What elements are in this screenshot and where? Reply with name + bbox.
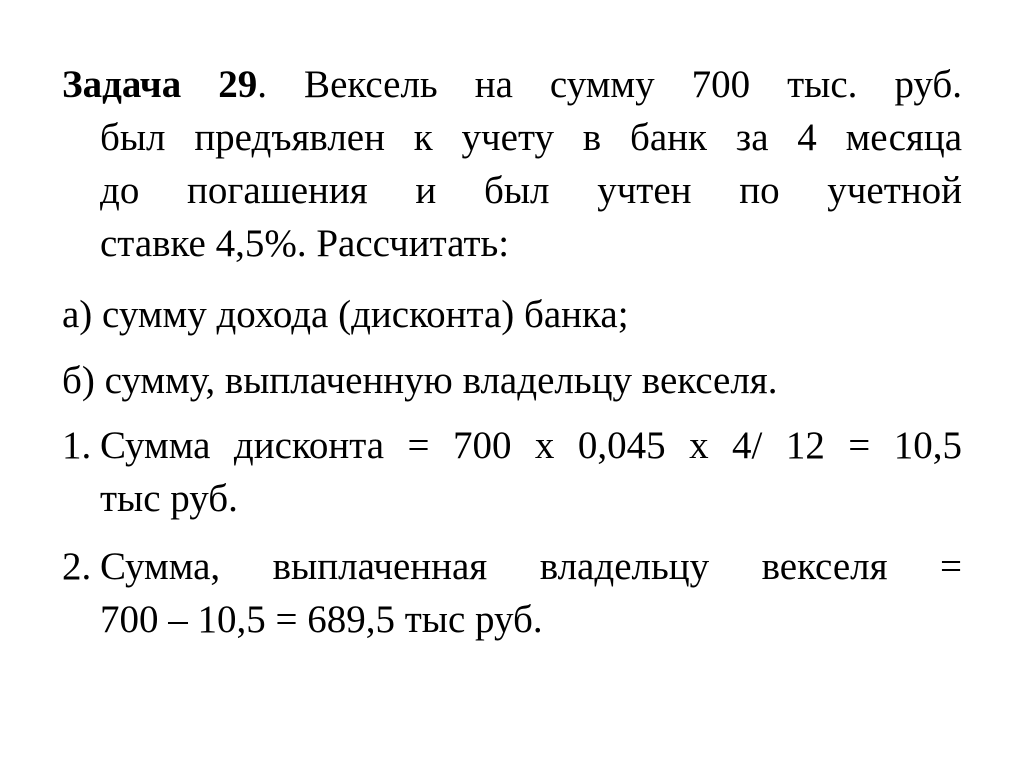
task-line-3: до погашения и был учтен по учетной (100, 169, 962, 212)
task-line-1 (62, 58, 962, 111)
answer-1-line-2: тыс руб. (100, 477, 238, 520)
task-line-1-text: . Вексель на сумму 700 тыс. руб. (257, 63, 963, 106)
answer-2 (62, 540, 962, 646)
question-b-text: б) сумму, выплаченную владельцу векселя. (62, 359, 778, 402)
question-a (62, 288, 962, 341)
task-statement (62, 58, 962, 270)
answer-2-line-1 (62, 540, 962, 593)
answer-2-number: 2. (62, 545, 92, 588)
question-a-text: а) сумму дохода (дисконта) банка; (62, 293, 629, 336)
answer-1-text: Сумма дисконта = 700 х 0,045 х 4/ 12 = 10,5 (100, 424, 962, 467)
task-line-2: был предъявлен к учету в банк за 4 месяца (100, 116, 962, 159)
answer-1-line-1 (62, 419, 962, 472)
answer-1-number: 1. (62, 424, 92, 467)
task-line-4: ставке 4,5%. Рассчитать: (100, 222, 510, 265)
task-label: Задача 29 (62, 63, 258, 106)
answer-2-text: Сумма, выплаченная владельцу векселя = (100, 545, 962, 588)
answer-2-line-2: 700 – 10,5 = 689,5 тыс руб. (100, 598, 543, 641)
question-b (62, 354, 962, 407)
answer-1 (62, 419, 962, 525)
